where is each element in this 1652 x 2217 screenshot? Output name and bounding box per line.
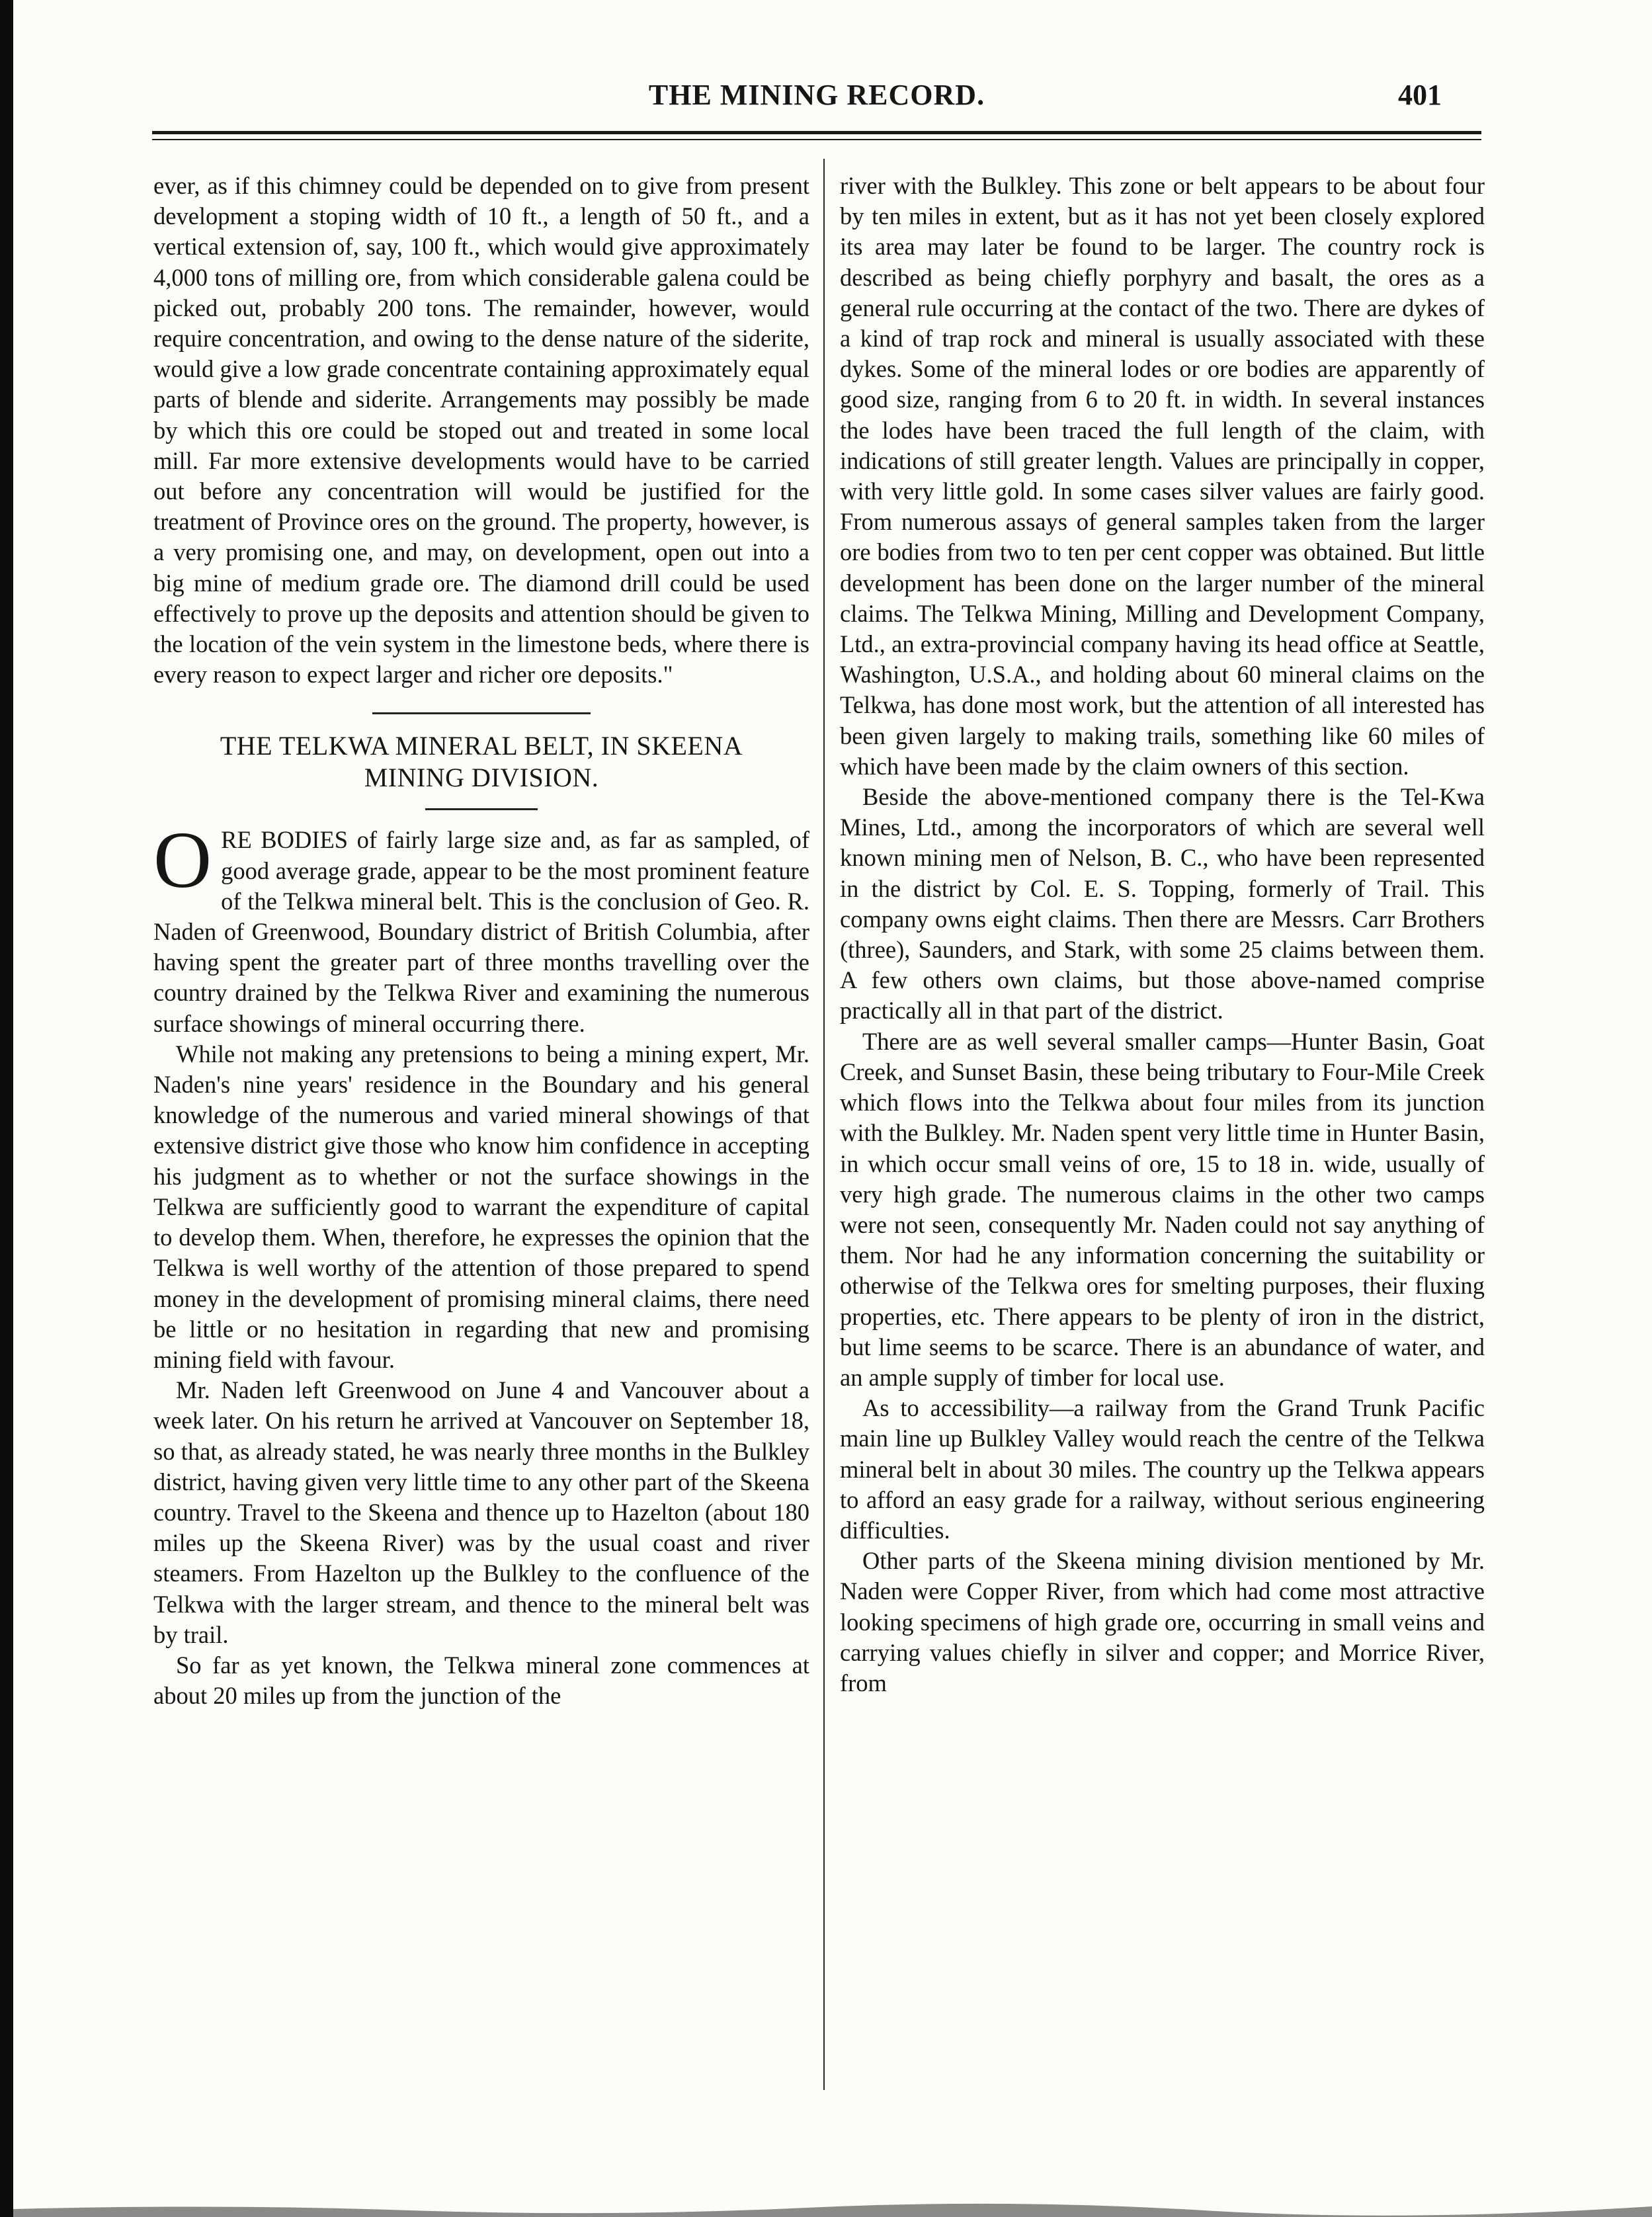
body-paragraph: Other parts of the Skeena mining division mentioned by Mr. Naden were Copper River, from which had come most attractive looking specimens of high grade ore, occurring in small veins and carrying values chiefly in silver and copper; and Morrice River, from (840, 1547, 1485, 1696)
lead-paragraph (153, 816, 809, 1038)
article-title (153, 730, 809, 794)
column-divider (823, 159, 825, 2090)
body-paragraph: There are as well several smaller camps—Hunter Basin, Goat Creek, and Sunset Basin, these being tributary to Four-Mile Creek which flows into the Telkwa about four miles from its junction with the Bulkley. Mr. Naden spent very little time in Hunter Basin, in which occur small veins of ore, 15 to 18 in. wide, usually of very high grade. The numerous claims in the other two camps were not seen, consequently Mr. Naden could not say anything of them. Nor had he any information concerning the suitability or otherwise of the Telkwa ores for smelting purposes, their fluxing properties, etc. There appears to be plenty of iron in the district, but lime seems to be scarce. There is an abundance of water, and an ample supply of timber for local use. (840, 1027, 1485, 1391)
section-separator (372, 712, 591, 714)
title-underline (425, 808, 538, 810)
left-column (153, 171, 809, 1711)
body-paragraph: Mr. Naden left Greenwood on June 4 and Vancouver about a week later. On his return he arrived at Vancouver on September 18, so that, as already stated, he was nearly three months in the Bulkley district, having given very little time to any other part of the Skeena country. Travel to the Skeena and thence up to Hazelton (about 180 miles up the Skeena River) was by the usual coast and river steamers. From Hazelton up the Bulkley to the confluence of the Telkwa with the larger stream, and thence to the mineral belt was by trail. (153, 1376, 809, 1648)
body-paragraph: Beside the above-mentioned company there is the Tel-Kwa Mines, Ltd., among the incorporators of which are several well known mining men of Nelson, B. C., who have been represented in the district by Col. E. S. Topping, formerly of Trail. This company owns eight claims. Then there are Messrs. Carr Brothers (three), Saunders, and Stark, with some 25 claims between them. A few others own claims, but those above-named comprise practically all in that part of the district. (840, 783, 1485, 1025)
publication-title: THE MINING RECORD. (648, 79, 985, 111)
body-paragraph: While not making any pretensions to being a mining expert, Mr. Naden's nine years' residence in the Boundary and his general knowledge of the numerous and varied mineral showings of that extensive district give those who know him confidence in accepting his judgment as to whether or not the surface showings in the Telkwa are sufficiently good to warrant the expenditure of capital to develop them. When, therefore, he expresses the opinion that the Telkwa is well worthy of the attention of those prepared to spend money in the development of promising mineral claims, there need be little or no hesitation in regarding that new and promising mining field with favour. (153, 1040, 809, 1373)
right-column (840, 171, 1485, 1698)
scan-bottom-edge (13, 2177, 1652, 2217)
article-title-line-1: THE TELKWA MINERAL BELT, IN SKEENA (220, 731, 743, 761)
drop-cap: O (153, 816, 212, 905)
header-rule-thick (152, 131, 1481, 134)
continued-paragraph: ever, as if this chimney could be depended on to give from present development a stoping width of 10 ft., a length of 50 ft., and a vertical extension of, say, 100 ft., which would give approximately 4,000 tons of milling ore, from which considerable galena could be picked out, probably 200 tons. The remainder, however, would require concentration, and owing to the dense nature of the siderite, would give a low grade concentrate containing approximately equal parts of blende and siderite. Arrangements may possibly be made by which this ore could be stoped out and treated in some local mill. Far more extensive developments would have to be carried out before any concentration will would be justified for the treatment of Province ores on the ground. The property, however, is a very promising one, and may, on development, open out into a big mine of medium grade ore. The diamond drill could be used effectively to prove up the deposits and attention should be given to the location of the vein system in the limestone beds, where there is every reason to expect larger and richer ore deposits." (153, 172, 809, 689)
page-number: 401 (1398, 79, 1442, 111)
scan-edge-shadow (0, 0, 13, 2217)
article-title-line-2: MINING DIVISION. (364, 763, 599, 793)
running-header (152, 73, 1481, 119)
body-paragraph: As to accessibility—a railway from the Grand Trunk Pacific main line up Bulkley Valley would reach the centre of the Telkwa mineral belt in about 30 miles. The country up the Telkwa appears to afford an easy grade for a railway, without serious engineering difficulties. (840, 1394, 1485, 1544)
header-rule-thin (152, 139, 1481, 140)
lead-paragraph-text: RE BODIES of fairly large size and, as far as sampled, of good average grade, appear to be the most prominent feature of the Telkwa mineral belt. This is the conclusion of Geo. R. Naden of Greenwood, Boundary district of British Columbia, after having spent the greater part of three months travelling over the country drained by the Telkwa River and examining the numerous surface showings of mineral occurring there. (153, 826, 809, 1037)
body-paragraph: river with the Bulkley. This zone or belt appears to be about four by ten miles in extent, but as it has not yet been closely explored its area may later be found to be larger. The country rock is described as being chiefly porphyry and basalt, the ores as a general rule occurring at the contact of the two. There are dykes of a kind of trap rock and mineral is usually associated with these dykes. Some of the mineral lodes or ore bodies are apparently of good size, ranging from 6 to 20 ft. in width. In several instances the lodes have been traced the full length of the claim, with indications of still greater length. Values are principally in copper, with very little gold. In some cases silver values are fairly good. From numerous assays of general samples taken from the larger ore bodies from two to ten per cent copper was obtained. But little development has been done on the larger number of the mineral claims. The Telkwa Mining, Milling and Development Company, Ltd., an extra-provincial company having its head office at Seattle, Washington, U.S.A., and holding about 60 mineral claims on the Telkwa, has done most work, but the attention of all interested has been given largely to making trails, something like 60 miles of which have been made by the claim owners of this section. (840, 172, 1485, 780)
body-paragraph: So far as yet known, the Telkwa mineral zone commences at about 20 miles up from the junction of the (153, 1651, 809, 1710)
